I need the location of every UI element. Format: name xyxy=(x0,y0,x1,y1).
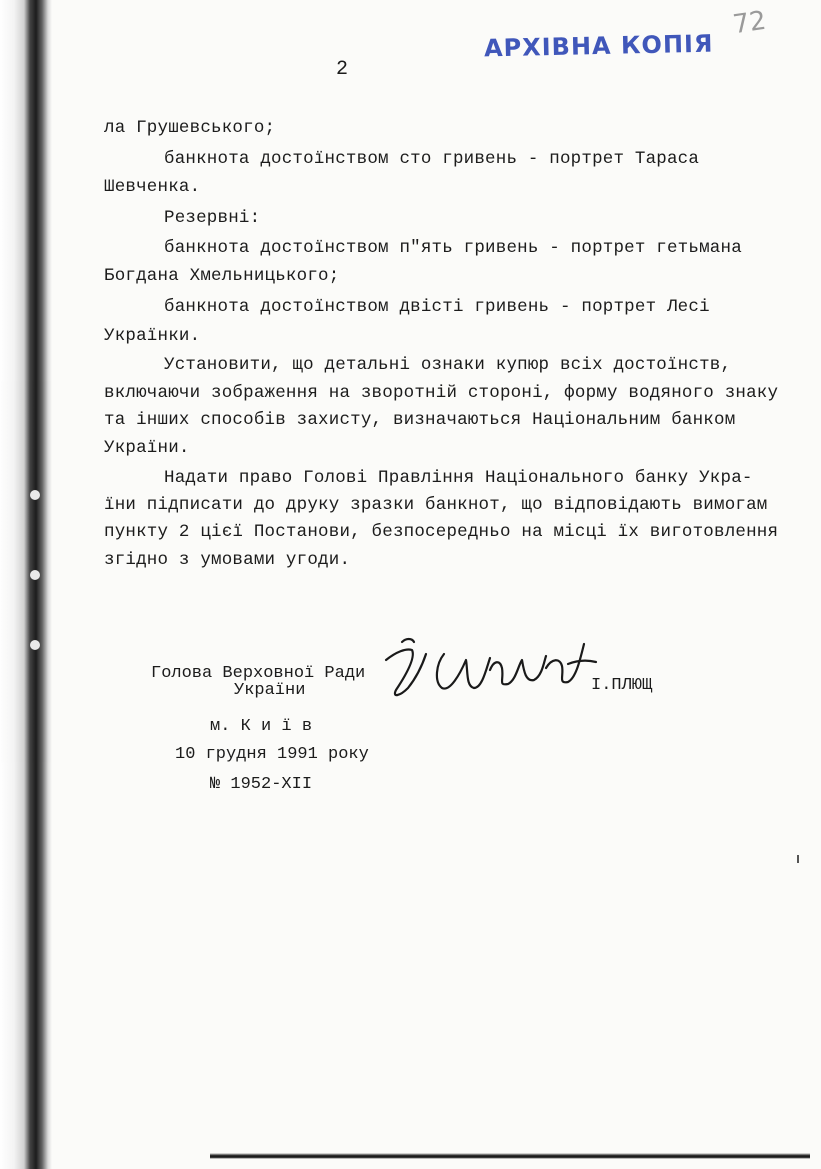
text-line: Богдана Хмельницького; xyxy=(104,266,340,286)
text-line: пункту 2 цієї Постанови, безпосередньо на місці їх виготовлення xyxy=(104,522,779,542)
text-line: ла Грушевського; xyxy=(104,118,276,138)
text-line: згідно з умовами угоди. xyxy=(104,550,351,570)
signer-position-line2: України xyxy=(234,681,306,700)
signer-position-line1: Голова Верховної Ради xyxy=(151,664,366,683)
scan-bottom-edge xyxy=(210,1153,810,1159)
punch-hole xyxy=(30,570,40,580)
text-line: та інших способів захисту, визначаються Національним банком xyxy=(104,410,736,430)
text-line: Шевченка. xyxy=(104,177,201,197)
date: 10 грудня 1991 року xyxy=(175,745,369,764)
archive-copy-stamp: АРХІВНА КОПІЯ xyxy=(483,29,714,63)
city: м. К и ї в xyxy=(210,717,313,736)
text-line: України. xyxy=(104,438,190,458)
text-line: їни підписати до друку зразки банкнот, що відповідають вимогам xyxy=(104,495,768,515)
scan-edge-shadow xyxy=(0,0,52,1169)
margin-mark xyxy=(797,855,799,863)
punch-hole xyxy=(30,640,40,650)
text-line: банкнота достоїнством сто гривень - портрет Тараса xyxy=(164,149,700,169)
text-line: Установити, що детальні ознаки купюр всіх достоїнств, xyxy=(164,355,732,375)
handwritten-signature xyxy=(382,630,600,710)
text-line: включаючи зображення на зворотній стороні, форму водяного знаку xyxy=(104,383,779,403)
text-line: банкнота достоїнством п"ять гривень - портрет гетьмана xyxy=(164,238,742,258)
punch-hole xyxy=(30,490,40,500)
signer-name: І.ПЛЮЩ xyxy=(591,676,653,695)
document-number: № 1952-ХІІ xyxy=(210,775,313,794)
text-line: Резервні: xyxy=(164,208,261,228)
text-line: банкнота достоїнством двісті гривень - портрет Лесі xyxy=(164,297,710,317)
text-line: Українки. xyxy=(104,326,201,346)
text-line: Надати право Голові Правління Національного банку Укра- xyxy=(164,468,753,488)
page-number: 2 xyxy=(336,58,349,81)
handwritten-sheet-number: 72 xyxy=(731,5,769,41)
